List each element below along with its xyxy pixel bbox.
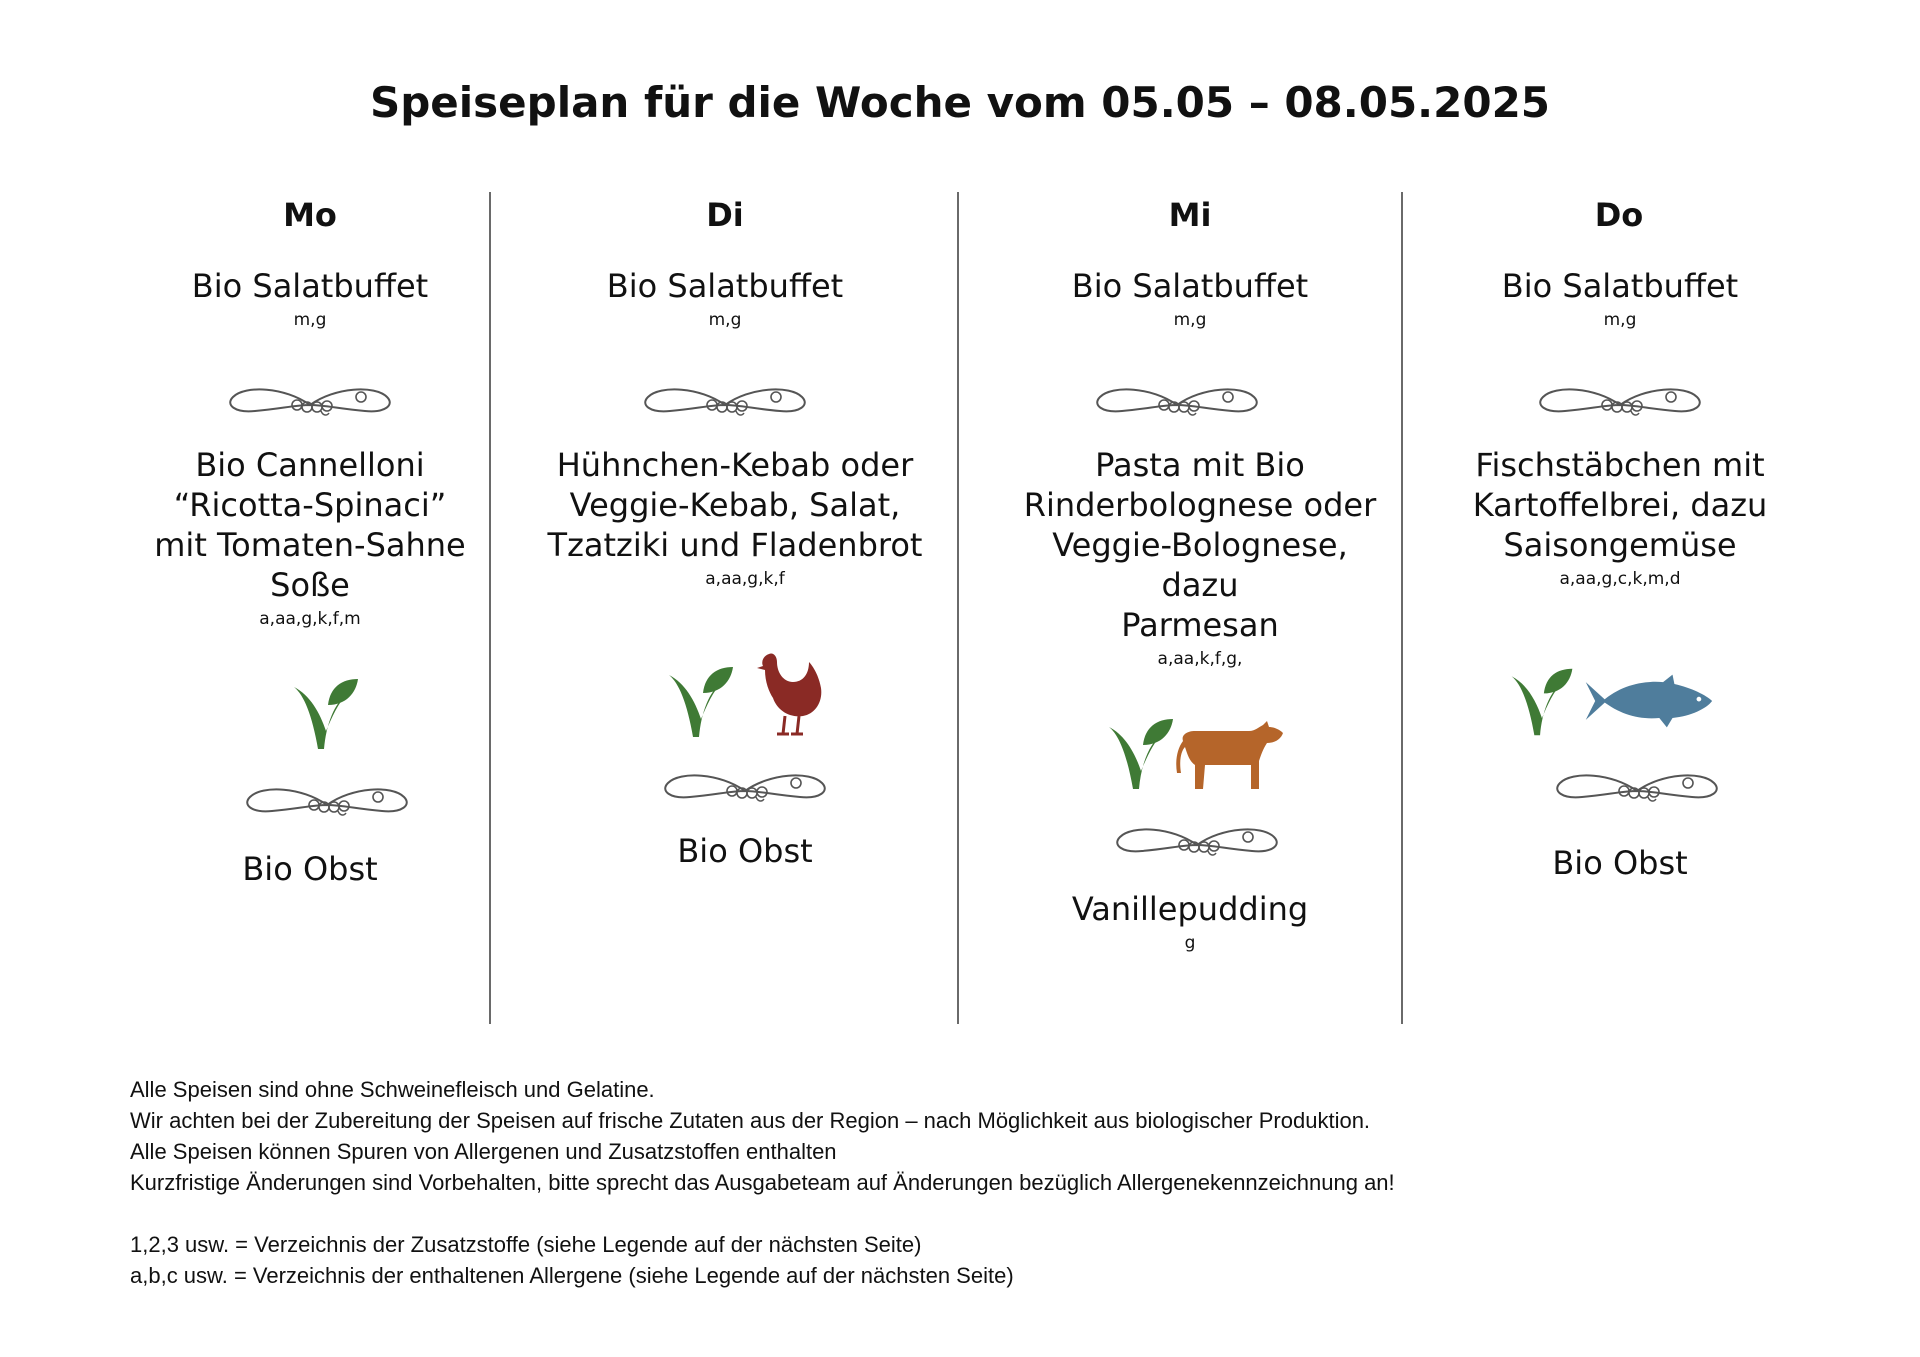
salad-dish: Bio Salatbuffet (1071, 267, 1309, 305)
column-divider (489, 192, 491, 1024)
main-dish-line: Saisongemüse (1503, 526, 1737, 564)
main-dish-line: Tzatziki und Fladenbrot (547, 526, 923, 564)
flourish-ornament (1112, 823, 1282, 863)
main-dish-line: Hühnchen-Kebab oder (556, 446, 914, 484)
day-heading: Mi (1168, 196, 1212, 234)
dessert-dish: Bio Obst (677, 832, 813, 870)
allergen-codes: m,g (293, 310, 327, 330)
main-dish-line: Kartoffelbrei, dazu (1472, 486, 1768, 524)
allergen-codes: g (1184, 933, 1196, 953)
column-divider (957, 192, 959, 1024)
day-column-do (1460, 192, 1780, 883)
flourish-ornament (1535, 383, 1705, 423)
main-dish-line: Fischstäbchen mit (1475, 446, 1765, 484)
main-dish-line: Soße (270, 566, 350, 604)
flourish-ornament (1092, 383, 1262, 423)
salad-dish: Bio Salatbuffet (606, 267, 844, 305)
main-dish-line: mit Tomaten-Sahne (154, 526, 466, 564)
flourish-ornament (1552, 769, 1722, 809)
allergen-codes: a,aa,g,k,f (705, 569, 785, 589)
legend-note: a,b,c usw. = Verzeichnis der enthaltenen Allergene (siehe Legende auf der nächsten Seite) (130, 1263, 1014, 1288)
footer-note: Alle Speisen sind ohne Schweinefleisch und Gelatine. (130, 1077, 655, 1102)
footer-note: Wir achten bei der Zubereitung der Speisen auf frische Zutaten aus der Region – nach Möglichkeit aus biologischer Produktion. (130, 1108, 1371, 1133)
allergen-codes: m,g (1173, 310, 1207, 330)
veggie-icon (1105, 713, 1175, 793)
main-dish-line: Veggie-Kebab, Salat, (569, 486, 901, 524)
footer-note: Alle Speisen können Spuren von Allergenen und Zusatzstoffen enthalten (130, 1139, 837, 1164)
main-dish-line: Veggie-Bolognese, dazu (1052, 526, 1348, 604)
main-dish-line: Bio Cannelloni (195, 446, 425, 484)
salad-dish: Bio Salatbuffet (1501, 267, 1739, 305)
flourish-ornament (225, 383, 395, 423)
flourish-ornament (640, 383, 810, 423)
footer-note: Kurzfristige Änderungen sind Vorbehalten, bitte sprecht das Ausgabeteam auf Änderungen bezüglich Allergenekennzeichnung an! (130, 1170, 1395, 1195)
veggie-icon (290, 673, 360, 753)
day-heading: Do (1594, 196, 1644, 234)
allergen-codes: a,aa,g,k,f,m (259, 609, 361, 629)
dessert-dish: Bio Obst (1552, 844, 1688, 882)
legend-note: 1,2,3 usw. = Verzeichnis der Zusatzstoffe (siehe Legende auf der nächsten Seite) (130, 1232, 922, 1257)
day-column-mi (1023, 192, 1377, 953)
fish-icon (1582, 672, 1714, 730)
allergen-codes: a,aa,g,c,k,m,d (1559, 569, 1681, 589)
allergen-codes: m,g (1603, 310, 1637, 330)
day-heading: Mo (283, 196, 337, 234)
day-column-mo (150, 192, 470, 889)
main-dish-line: Rinderbolognese oder (1023, 486, 1377, 524)
day-heading: Di (706, 196, 744, 234)
flourish-ornament (660, 769, 830, 809)
day-column-di (547, 192, 923, 871)
dessert-dish: Bio Obst (242, 850, 378, 888)
main-dish-line: “Ricotta-Spinaci” (173, 486, 447, 524)
allergen-codes: m,g (708, 310, 742, 330)
veggie-icon (1506, 663, 1576, 739)
salad-dish: Bio Salatbuffet (191, 267, 429, 305)
footer-notes (130, 1074, 1395, 1291)
main-dish-line: Pasta mit Bio (1095, 446, 1305, 484)
veggie-icon (665, 661, 735, 741)
main-dish-line: Parmesan (1121, 606, 1279, 644)
page-title: Speiseplan für die Woche vom 05.05 – 08.05.2025 (369, 78, 1551, 127)
chicken-icon (755, 649, 825, 741)
flourish-ornament (242, 783, 412, 823)
dessert-dish: Vanillepudding (1071, 890, 1309, 928)
allergen-codes: a,aa,k,f,g, (1157, 649, 1243, 669)
column-divider (1401, 192, 1403, 1024)
cow-icon (1175, 719, 1285, 793)
